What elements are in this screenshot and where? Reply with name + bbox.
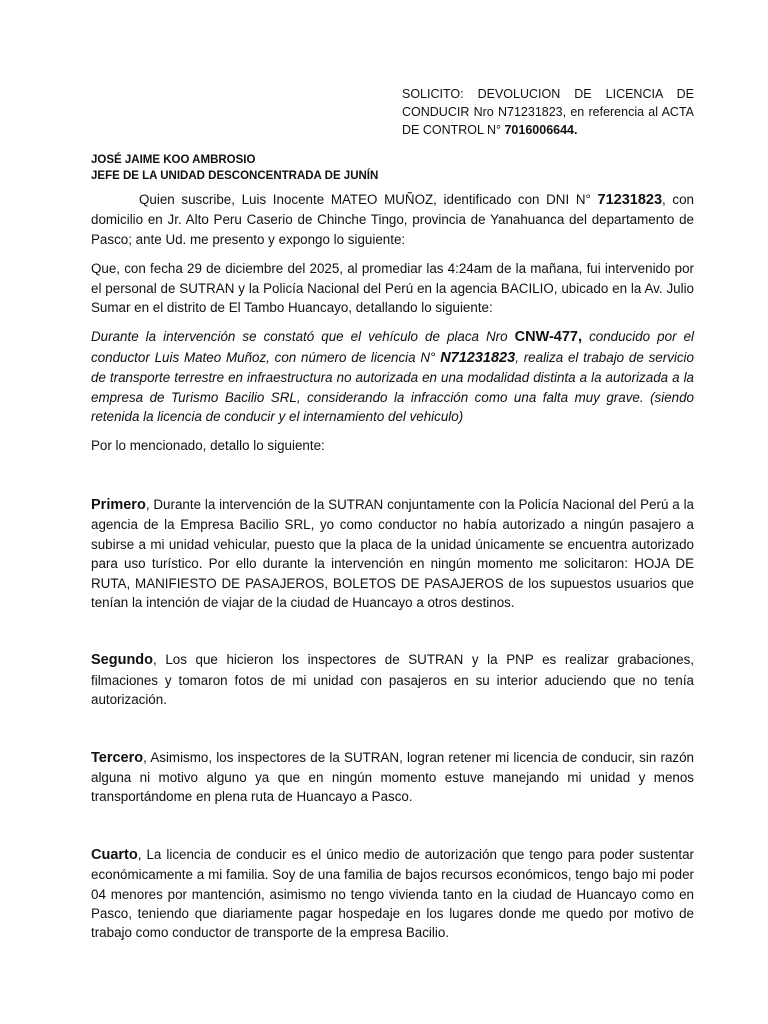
point-tercero (91, 748, 694, 807)
point-text: , Durante la intervención de la SUTRAN conjuntamente con la Policía Nacional del Perú a la agencia de la Empresa Bacilio SRL, yo como conductor no había autorizado a ningún pasajero a subirse a mi unidad vehicular, puesto que la placa de la unidad únicamente se encuentra autorizado para uso turístico. Por ello durante la intervención en ningún momento me solicitaron: HOJA DE RUTA, MANIFIESTO DE PASAJEROS, BOLETOS DE PASAJEROS de los supuestos usuarios que tenían la intención de viajar de la ciudad de Huancayo a otros destinos. (91, 496, 694, 610)
addressee-block (91, 152, 378, 184)
mencionado-paragraph: Por lo mencionado, detallo lo siguiente: (91, 438, 325, 454)
point-segundo (91, 650, 694, 709)
intervencion-paragraph (91, 327, 694, 426)
que-paragraph: Que, con fecha 29 de diciembre del 2025, al promediar las 4:24am de la mañana, fui intervenido por el personal de SUTRAN y la Policía Nacional del Perú en la agencia BACILIO, ubicado en la Av. Julio Sumar en el distrito de El Tambo Huancayo, detallando lo siguiente: (91, 261, 694, 316)
point-label: Tercero (91, 749, 144, 766)
solicitud-subject (402, 85, 694, 139)
addressee-position: JEFE DE LA UNIDAD DESCONCENTRADA DE JUNÍN (91, 170, 379, 182)
point-label: Primero (91, 496, 146, 513)
licencia-number: N71231823 (440, 349, 516, 366)
addressee-name: JOSÉ JAIME KOO AMBROSIO (91, 154, 256, 166)
intervencion-text-3: , realiza el trabajo de servicio de transporte terrestre en infraestructura no autorizada en una modalidad distinta a la autorizada a la empresa de Turismo Bacilio SRL, considerando la infracción como una falta muy grave. (siendo retenida la licencia de conducir y el internamiento del vehiculo) (91, 349, 694, 425)
placa-number: CNW-477, (514, 329, 583, 346)
point-text: , Los que hicieron los inspectores de SUTRAN y la PNP es realizar grabaciones, filmaciones y tomaron fotos de mi unidad con pasajeros en su interior aduciendo que no tenía autorización. (91, 652, 694, 708)
acta-number: 7016006644. (504, 123, 578, 137)
intro-paragraph (91, 190, 694, 249)
point-text: , Asimismo, los inspectores de la SUTRAN, logran retener mi licencia de conducir, sin razón alguna ni motivo alguno ya que en ningún momento estuve manejando mi unidad y menos transportándome en plena ruta de Huancayo a Pasco. (91, 749, 694, 805)
point-text: , La licencia de conducir es el único medio de autorización que tengo para poder sustentar económicamente a mi familia. Soy de una familia de bajos recursos económicos, tengo bajo mi poder 04 menores por mantención, asimismo no tengo vivienda tanto en la ciudad de Huancayo como en Pasco, teniendo que diariamente pagar hospedaje en los lugares donde me quedo por motivo de trabajo como conductor de transporte de la empresa Bacilio. (91, 846, 694, 941)
intervencion-text-1: Durante la intervención se constató que el vehículo de placa Nro (91, 329, 508, 345)
dni-number: 71231823 (597, 192, 663, 208)
point-primero (91, 495, 694, 612)
solicitud-text: SOLICITO: DEVOLUCION DE LICENCIA DE CONDUCIR Nro N71231823, en referencia al ACTA DE CONTROL N° (402, 87, 694, 137)
point-label: Segundo (91, 652, 154, 669)
letter-body (91, 190, 694, 953)
point-cuarto (91, 845, 694, 943)
intro-text-2: , con domicilio en Jr. Alto Peru Caserio de Chinche Tingo, provincia de Yanahuanca del departamento de Pasco; ante Ud. me presento y expongo lo siguiente: (91, 192, 694, 247)
intervencion-text-2: conducido por el conductor Luis Mateo Muñoz, con número de licencia N° (91, 329, 694, 365)
intro-text-1: Quien suscribe, Luis Inocente MATEO MUÑOZ, identificado con DNI N° (139, 192, 591, 207)
point-label: Cuarto (91, 846, 138, 863)
